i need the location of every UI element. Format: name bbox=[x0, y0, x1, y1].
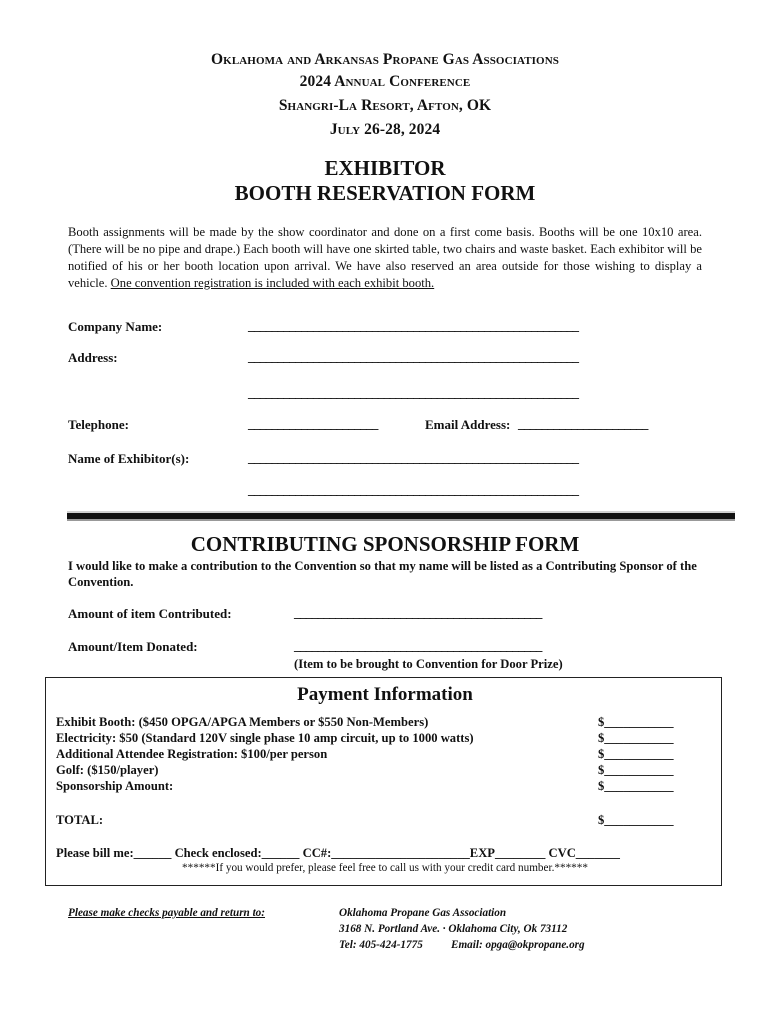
door-prize-note: (Item to be brought to Convention for Door Prize) bbox=[294, 657, 563, 671]
intro-text: Booth assignments will be made by the show coordinator and done on a first come basis. Booths will be one 10x10 area. (There will be no pipe and drape.) Each booth will have one skirted table, two chairs and waste basket. Each exhibitor will be notified of his or her booth location upon arrival. We have also reserved an area outside for those wishing to display a vehicle. bbox=[68, 225, 702, 290]
payment-item-label: Golf: ($150/player) bbox=[56, 763, 159, 777]
email-field[interactable]: ______________________ bbox=[518, 416, 648, 431]
credit-card-note: ******If you would prefer, please feel free to call us with your credit card number.****** bbox=[182, 862, 588, 874]
address-field-2[interactable]: ________________________________________________________ bbox=[248, 385, 579, 400]
sponsorship-title: CONTRIBUTING SPONSORSHIP FORM bbox=[190, 532, 580, 556]
form-title-line-2: BOOTH RESERVATION FORM bbox=[234, 181, 536, 205]
section-divider bbox=[67, 513, 735, 519]
payment-item-label: Sponsorship Amount: bbox=[56, 779, 174, 793]
telephone-field[interactable]: ______________________ bbox=[248, 416, 378, 431]
amount-contributed-label: Amount of item Contributed: bbox=[68, 606, 232, 621]
amount-donated-label: Amount/Item Donated: bbox=[68, 639, 198, 654]
org-name: Oklahoma Propane Gas Association bbox=[339, 907, 507, 919]
total-label: TOTAL: bbox=[56, 813, 104, 827]
address-label: Address: bbox=[68, 350, 118, 365]
payment-item-amount[interactable]: $___________ bbox=[598, 731, 674, 745]
exhibitor-name-field-1[interactable]: ________________________________________________________ bbox=[248, 450, 579, 465]
exhibitor-name-field-2[interactable]: ________________________________________________________ bbox=[248, 482, 579, 497]
org-email[interactable]: Email: opga@okpropane.org bbox=[451, 939, 585, 951]
email-label: Email Address: bbox=[425, 417, 511, 432]
header-line-4: July 26-28, 2024 bbox=[329, 121, 441, 138]
amount-donated-field[interactable]: __________________________________________ bbox=[294, 638, 542, 653]
payment-item-amount[interactable]: $___________ bbox=[598, 747, 674, 761]
org-phone: Tel: 405-424-1775 bbox=[339, 939, 423, 951]
intro-underlined-text: One convention registration is included with each exhibit booth. bbox=[110, 276, 435, 290]
payment-item-amount[interactable]: $___________ bbox=[598, 779, 674, 793]
billing-line[interactable]: Please bill me:______ Check enclosed:______ CC#:______________________EXP________ CVC_______ bbox=[56, 846, 620, 860]
exhibitor-name-label: Name of Exhibitor(s): bbox=[68, 451, 190, 466]
payment-title: Payment Information bbox=[297, 684, 473, 705]
payment-item-amount[interactable]: $___________ bbox=[598, 715, 674, 729]
form-title-line-1: EXHIBITOR bbox=[324, 156, 446, 180]
header-line-1: Oklahoma and Arkansas Propane Gas Associations bbox=[211, 51, 559, 68]
checks-payable-label: Please make checks payable and return to: bbox=[68, 907, 265, 919]
company-name-label: Company Name: bbox=[68, 319, 163, 334]
header-line-3: Shangri-La Resort, Afton, OK bbox=[278, 97, 492, 114]
org-address: 3168 N. Portland Ave. · Oklahoma City, Ok 73112 bbox=[339, 923, 568, 935]
payment-item-label: Electricity: $50 (Standard 120V single phase 10 amp circuit, up to 1000 watts) bbox=[56, 731, 474, 745]
sponsorship-intro: I would like to make a contribution to the Convention so that my name will be listed as a Contributing Sponsor of the Convention. bbox=[68, 559, 697, 589]
address-field-1[interactable]: ________________________________________________________ bbox=[248, 349, 579, 364]
intro-paragraph bbox=[68, 224, 702, 292]
company-name-field[interactable]: ________________________________________________________ bbox=[248, 318, 579, 333]
header-line-2: 2024 Annual Conference bbox=[299, 73, 471, 90]
payment-item-label: Additional Attendee Registration: $100/per person bbox=[56, 747, 328, 761]
payment-item-amount[interactable]: $___________ bbox=[598, 763, 674, 777]
amount-contributed-field[interactable]: __________________________________________ bbox=[294, 605, 542, 620]
telephone-label: Telephone: bbox=[68, 417, 129, 432]
total-amount-field[interactable]: $___________ bbox=[598, 813, 674, 827]
payment-item-label: Exhibit Booth: ($450 OPGA/APGA Members or $550 Non-Members) bbox=[56, 715, 429, 729]
